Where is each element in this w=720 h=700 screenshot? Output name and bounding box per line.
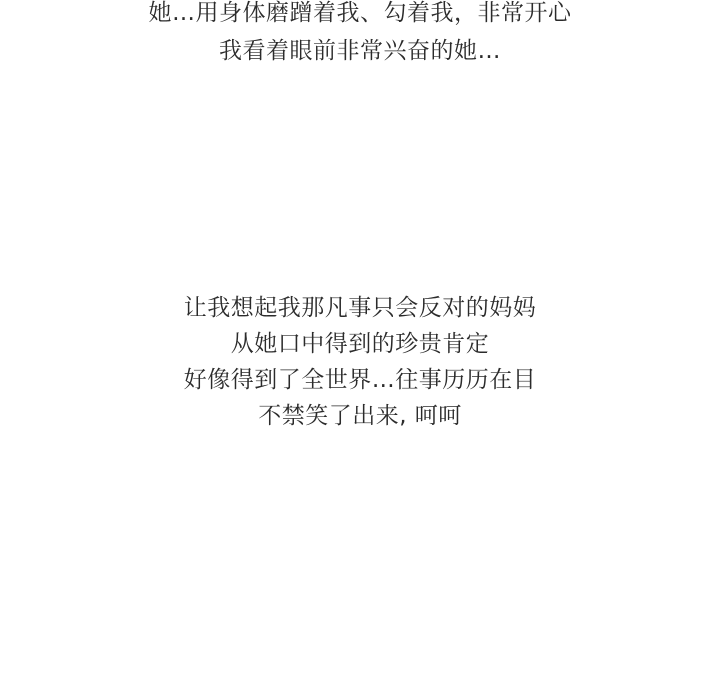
narration-line: 从她口中得到的珍贵肯定 — [230, 331, 490, 357]
narration-block-top — [0, 0, 720, 70]
narration-block-bottom — [0, 290, 720, 434]
narration-line: 让我想起我那凡事只会反对的妈妈 — [183, 295, 537, 321]
narration-line: 不禁笑了出来, 呵呵 — [258, 403, 462, 429]
narration-line: 我看着眼前非常兴奋的她… — [219, 38, 501, 64]
narration-line: 她…用身体磨蹭着我、勾着我，非常开心 — [148, 0, 572, 26]
narration-line: 好像得到了全世界…往事历历在目 — [183, 367, 537, 393]
